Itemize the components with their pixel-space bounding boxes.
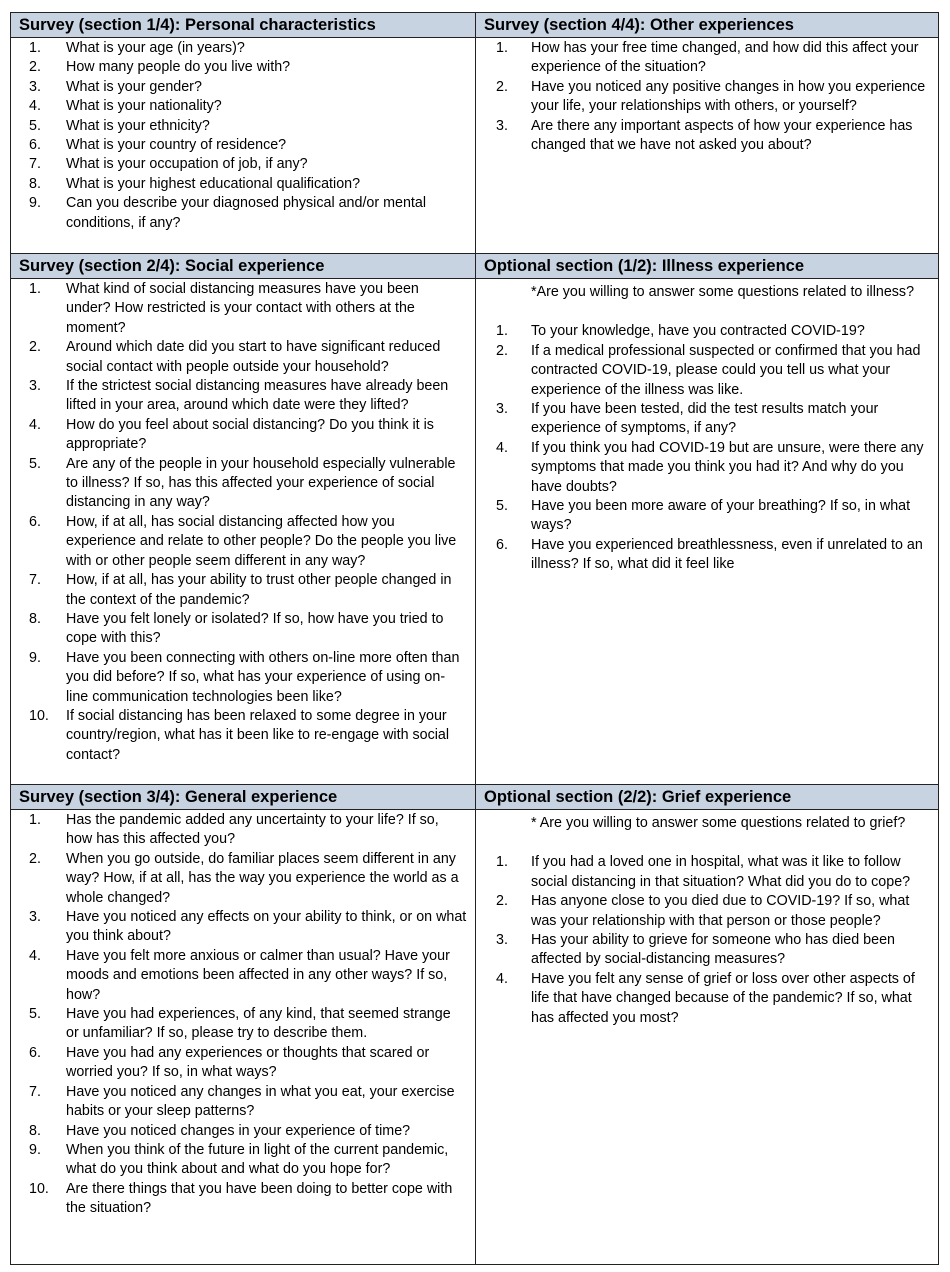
- question-number: 7.: [29, 156, 41, 173]
- question-number: 4.: [29, 947, 41, 964]
- question-number: 1.: [29, 812, 41, 828]
- question-text: If the strictest social distancing measures have already been lifted in your area, around which date were they lifted?: [66, 378, 449, 414]
- question-text: Have you had experiences, of any kind, that seemed strange or unfamiliar? If so, please try to describe them.: [66, 1006, 451, 1042]
- question-item: [11, 947, 467, 1005]
- question-text: Can you describe your diagnosed physical and/or mental conditions, if any?: [66, 195, 427, 231]
- question-text: Have you felt lonely or isolated? If so, how have you tried to cope with this?: [66, 610, 444, 647]
- question-text: Are any of the people in your household especially vulnerable to illness? If so, has this affected your experience of social distancing in any way?: [66, 455, 456, 511]
- question-number: 9.: [29, 649, 41, 666]
- question-text: Has the pandemic added any uncertainty to your life? If so, how has this affected you?: [66, 812, 439, 848]
- question-list: [476, 852, 938, 1028]
- question-item: [476, 892, 930, 931]
- question-number: 5.: [29, 1006, 41, 1023]
- question-item: [476, 931, 930, 970]
- question-list: [11, 38, 475, 233]
- question-number: 2.: [29, 339, 41, 356]
- question-item: [476, 536, 930, 575]
- question-item: [476, 78, 930, 117]
- question-item: [11, 571, 467, 610]
- question-text: What is your highest educational qualification?: [66, 175, 361, 192]
- question-item: [11, 280, 467, 338]
- question-number: 3.: [29, 78, 41, 95]
- question-text: If a medical professional suspected or confirmed that you had contracted COVID-19, please could you tell us what your experience of the illness was like.: [531, 342, 921, 398]
- section-illness-experience: [476, 253, 938, 784]
- question-text: Have you noticed any effects on your ability to think, or on what you think about?: [66, 909, 467, 945]
- question-item: [11, 1180, 467, 1219]
- question-number: 4.: [29, 98, 41, 115]
- question-text: How do you feel about social distancing? Do you think it is appropriate?: [66, 416, 434, 453]
- question-text: When you go outside, do familiar places seem different in any way? How, if at all, has the way you experience the world as a whole changed?: [66, 850, 459, 906]
- question-text: What kind of social distancing measures have you been under? How restricted is your contact with others at the moment?: [66, 281, 419, 336]
- question-item: [11, 175, 467, 194]
- section-social-experience: [11, 253, 476, 784]
- question-text: Are there any important aspects of how your experience has changed that we have not asked you about?: [531, 117, 913, 154]
- question-text: What is your gender?: [66, 78, 202, 95]
- question-item: [11, 416, 467, 455]
- question-list: [476, 321, 938, 574]
- question-item: [11, 338, 467, 377]
- question-item: [476, 970, 930, 1028]
- question-text: Have you felt more anxious or calmer than usual? Have your moods and emotions been affected in any other ways? If so, how?: [66, 947, 450, 1003]
- question-text: What is your ethnicity?: [66, 117, 210, 134]
- question-item: [476, 439, 930, 497]
- question-number: 4.: [29, 416, 41, 433]
- question-number: 6.: [29, 137, 41, 154]
- section-note: *Are you willing to answer some questions related to illness?: [531, 284, 915, 300]
- question-number: 4.: [496, 970, 508, 987]
- question-item: [11, 1005, 467, 1044]
- question-item: [11, 1122, 467, 1141]
- question-text: What is your nationality?: [66, 98, 222, 115]
- question-text: If social distancing has been relaxed to some degree in your country/region, what has it been like to re-engage with social contact?: [66, 707, 450, 763]
- section-title: Optional section (1/2): Illness experience: [476, 254, 938, 279]
- question-text: To your knowledge, have you contracted COVID-19?: [531, 323, 865, 340]
- question-item: [11, 513, 467, 571]
- question-item: [11, 1083, 467, 1122]
- question-number: 7.: [29, 572, 41, 589]
- question-number: 1.: [29, 281, 41, 297]
- question-text: What is your occupation of job, if any?: [66, 156, 308, 173]
- question-item: [11, 1044, 467, 1083]
- question-text: Have you had any experiences or thoughts that scared or worried you? If so, in what ways?: [66, 1044, 430, 1081]
- question-number: 6.: [29, 513, 41, 530]
- question-item: [476, 400, 930, 439]
- section-personal-characteristics: [11, 13, 476, 253]
- question-number: 2.: [496, 342, 508, 359]
- question-number: 3.: [496, 932, 508, 949]
- question-number: 3.: [29, 909, 41, 926]
- question-number: 1.: [496, 323, 508, 340]
- question-number: 5.: [29, 455, 41, 472]
- question-number: 8.: [29, 610, 41, 627]
- question-number: 2.: [29, 850, 41, 867]
- question-number: 8.: [29, 175, 41, 192]
- question-item: [11, 97, 467, 116]
- section-other-experiences: [476, 13, 938, 253]
- question-item: [11, 136, 467, 155]
- question-text: Have you experienced breathlessness, even if unrelated to an illness? If so, what did it feel like: [531, 536, 923, 573]
- question-number: 6.: [496, 536, 508, 553]
- question-text: If you think you had COVID-19 but are unsure, were there any symptoms that made you think you had it? And why do you have doubts?: [531, 439, 924, 495]
- question-number: 1.: [29, 40, 41, 56]
- question-number: 7.: [29, 1083, 41, 1100]
- question-item: [11, 117, 467, 136]
- question-item: [476, 497, 930, 536]
- question-item: [11, 194, 467, 233]
- question-number: 1.: [496, 854, 508, 871]
- section-title: Survey (section 3/4): General experience: [11, 785, 475, 810]
- question-number: 3.: [496, 401, 508, 418]
- question-list: [476, 38, 938, 155]
- question-number: 2.: [29, 59, 41, 76]
- question-item: [11, 39, 467, 58]
- section-general-experience: [11, 784, 476, 1264]
- question-item: [11, 377, 467, 416]
- question-text: How, if at all, has social distancing affected how you experience and relate to other people? Do the people you live with or other people seem different in any way?: [66, 513, 457, 569]
- question-item: [476, 322, 930, 341]
- question-text: Have you been connecting with others on-line more often than you did before? If so, what has your experience of using on-line communication technologies been like?: [66, 649, 460, 705]
- section-title: Survey (section 2/4): Social experience: [11, 254, 475, 279]
- question-item: [11, 908, 467, 947]
- question-number: 3.: [29, 378, 41, 395]
- question-text: Around which date did you start to have significant reduced social contact with people outside your household?: [66, 339, 441, 375]
- question-text: Have you felt any sense of grief or loss over other aspects of life that have changed because of the pandemic? If so, what has affected you most?: [531, 970, 915, 1026]
- question-item: [11, 610, 467, 649]
- section-title: Survey (section 1/4): Personal characteristics: [11, 13, 475, 38]
- section-note: * Are you willing to answer some questions related to grief?: [531, 815, 906, 831]
- question-text: What is your country of residence?: [66, 137, 287, 154]
- question-text: What is your age (in years)?: [66, 40, 245, 56]
- question-item: [476, 39, 930, 78]
- question-number: 6.: [29, 1044, 41, 1061]
- question-number: 5.: [29, 117, 41, 134]
- question-item: [11, 811, 467, 850]
- question-list: [11, 279, 475, 765]
- question-number: 9.: [29, 195, 41, 212]
- question-text: How has your free time changed, and how did this affect your experience of the situation?: [531, 40, 919, 76]
- question-item: [476, 117, 930, 156]
- question-number: 10.: [29, 707, 49, 724]
- question-item: [11, 707, 467, 765]
- question-item: [11, 155, 467, 174]
- question-number: 4.: [496, 439, 508, 456]
- question-text: Has anyone close to you died due to COVID-19? If so, what was your relationship with that person or those people?: [531, 893, 910, 929]
- question-text: If you had a loved one in hospital, what was it like to follow social distancing in that situation? What did you do to cope?: [531, 854, 911, 890]
- question-item: [11, 649, 467, 707]
- question-item: [11, 78, 467, 97]
- question-text: How many people do you live with?: [66, 59, 291, 76]
- question-item: [11, 1141, 467, 1180]
- question-text: Are there things that you have been doing to better cope with the situation?: [66, 1180, 453, 1217]
- question-number: 9.: [29, 1141, 41, 1158]
- question-text: How, if at all, has your ability to trust other people changed in the context of the pandemic?: [66, 572, 452, 608]
- survey-table: [10, 12, 939, 1265]
- question-number: 2.: [496, 78, 508, 95]
- question-item: [11, 850, 467, 908]
- question-number: 1.: [496, 40, 508, 56]
- question-text: Have you been more aware of your breathing? If so, in what ways?: [531, 498, 911, 534]
- question-text: Have you noticed any changes in what you eat, your exercise habits or your sleep patterns?: [66, 1083, 455, 1120]
- question-text: Have you noticed any positive changes in how you experience your life, your relationships with others, or yourself?: [531, 78, 926, 115]
- section-grief-experience: [476, 784, 938, 1264]
- question-item: [476, 853, 930, 892]
- question-text: When you think of the future in light of the current pandemic, what do you think about and what do you hope for?: [66, 1141, 449, 1178]
- question-number: 3.: [496, 117, 508, 134]
- question-number: 8.: [29, 1122, 41, 1139]
- question-item: [11, 58, 467, 77]
- question-item: [11, 455, 467, 513]
- question-item: [476, 342, 930, 400]
- question-text: Have you noticed changes in your experience of time?: [66, 1122, 411, 1139]
- question-number: 10.: [29, 1180, 49, 1197]
- question-number: 2.: [496, 893, 508, 910]
- section-title: Survey (section 4/4): Other experiences: [476, 13, 938, 38]
- question-text: If you have been tested, did the test results match your experience of symptoms, if any?: [531, 401, 879, 437]
- question-list: [11, 810, 475, 1219]
- question-number: 5.: [496, 498, 508, 515]
- section-title: Optional section (2/2): Grief experience: [476, 785, 938, 810]
- question-text: Has your ability to grieve for someone who has died been affected by social-distancing measures?: [531, 932, 895, 968]
